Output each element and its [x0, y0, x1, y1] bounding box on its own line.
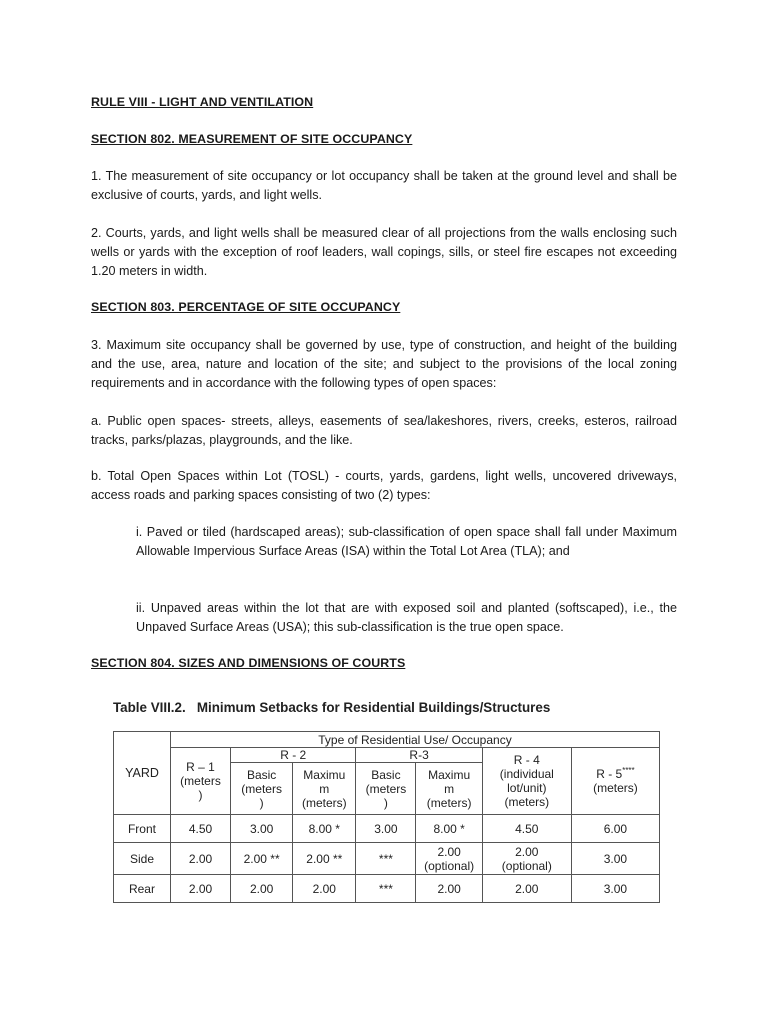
header-r5-units: (meters): [593, 781, 638, 795]
paragraph-a: a. Public open spaces- streets, alleys, easements of sea/lakeshores, rivers, creeks, esteros, railroad tracks, parks/plazas, playgrounds, and the like.: [91, 414, 677, 447]
header-r2-group: R - 2: [231, 748, 356, 763]
header-r4: R - 4 (individual lot/unit) (meters): [482, 748, 571, 815]
rule-heading: RULE VIII - LIGHT AND VENTILATION: [91, 95, 314, 109]
header-r3-basic: Basic (meters ): [356, 763, 416, 815]
cell-r3-max: 2.00: [416, 875, 482, 903]
cell-r3-basic: ***: [356, 875, 416, 903]
cell-r5: 3.00: [571, 875, 659, 903]
paragraph-ii: ii. Unpaved areas within the lot that are with exposed soil and planted (softscaped), i.e., the Unpaved Surface Areas (USA); this sub-classification is the true open space.: [136, 601, 677, 634]
cell-r1: 2.00: [170, 843, 230, 875]
cell-r3-max: 2.00 (optional): [416, 843, 482, 875]
header-r5-footnote-mark: ****: [622, 766, 635, 775]
paragraph-b: b. Total Open Spaces within Lot (TOSL) - courts, yards, gardens, light wells, uncovered driveways, access roads and parking spaces consisting of two (2) types:: [91, 469, 677, 502]
table-row: [114, 843, 660, 875]
paragraph-1: 1. The measurement of site occupancy or lot occupancy shall be taken at the ground level and shall be exclusive of courts, yards, and light wells.: [91, 169, 677, 202]
cell-r1: 2.00: [170, 875, 230, 903]
cell-r4: 2.00: [482, 875, 571, 903]
header-r3-max: Maximu m (meters): [416, 763, 482, 815]
cell-r2-basic: 3.00: [231, 815, 293, 843]
cell-r2-max: 2.00 **: [293, 843, 356, 875]
table-title: Table VIII.2. Minimum Setbacks for Residential Buildings/Structures: [113, 700, 551, 715]
cell-r2-max: 8.00 *: [293, 815, 356, 843]
cell-r1: 4.50: [170, 815, 230, 843]
cell-r3-basic: 3.00: [356, 815, 416, 843]
header-r3-group: R-3: [356, 748, 482, 763]
cell-r3-basic: ***: [356, 843, 416, 875]
cell-yard: Rear: [114, 875, 171, 903]
header-r5-label: R - 5: [596, 767, 623, 781]
section-804-heading: SECTION 804. SIZES AND DIMENSIONS OF COURTS: [91, 656, 406, 670]
header-r2-basic: Basic (meters ): [231, 763, 293, 815]
cell-r5: 3.00: [571, 843, 659, 875]
section-802-heading: SECTION 802. MEASUREMENT OF SITE OCCUPANCY: [91, 132, 413, 146]
table-row: [114, 815, 660, 843]
header-type-of-use: Type of Residential Use/ Occupancy: [170, 732, 659, 748]
cell-r2-max: 2.00: [293, 875, 356, 903]
header-yard: YARD: [114, 732, 171, 815]
paragraph-i: i. Paved or tiled (hardscaped areas); sub-classification of open space shall fall under Maximum Allowable Impervious Surface Areas (ISA) within the Total Lot Area (TLA); and: [136, 525, 677, 558]
table-row: [114, 875, 660, 903]
header-r5: [571, 748, 659, 815]
header-r1: R – 1 (meters ): [170, 748, 230, 815]
cell-r5: 6.00: [571, 815, 659, 843]
paragraph-3: 3. Maximum site occupancy shall be governed by use, type of construction, and height of the building and the use, area, nature and location of the site; and subject to the provisions of the local zoning requirements and in accordance with the following types of open spaces:: [91, 338, 677, 390]
cell-r4: 4.50: [482, 815, 571, 843]
cell-r3-max: 8.00 *: [416, 815, 482, 843]
cell-r2-basic: 2.00 **: [231, 843, 293, 875]
cell-r2-basic: 2.00: [231, 875, 293, 903]
header-r2-max: Maximu m (meters): [293, 763, 356, 815]
cell-r4: 2.00 (optional): [482, 843, 571, 875]
setbacks-table: [113, 731, 660, 903]
paragraph-2: 2. Courts, yards, and light wells shall be measured clear of all projections from the walls enclosing such wells or yards with the exception of roof leaders, wall copings, sills, or steel fire escapes not exceeding 1.20 meters in width.: [91, 226, 677, 278]
cell-yard: Front: [114, 815, 171, 843]
cell-yard: Side: [114, 843, 171, 875]
section-803-heading: SECTION 803. PERCENTAGE OF SITE OCCUPANCY: [91, 300, 401, 314]
